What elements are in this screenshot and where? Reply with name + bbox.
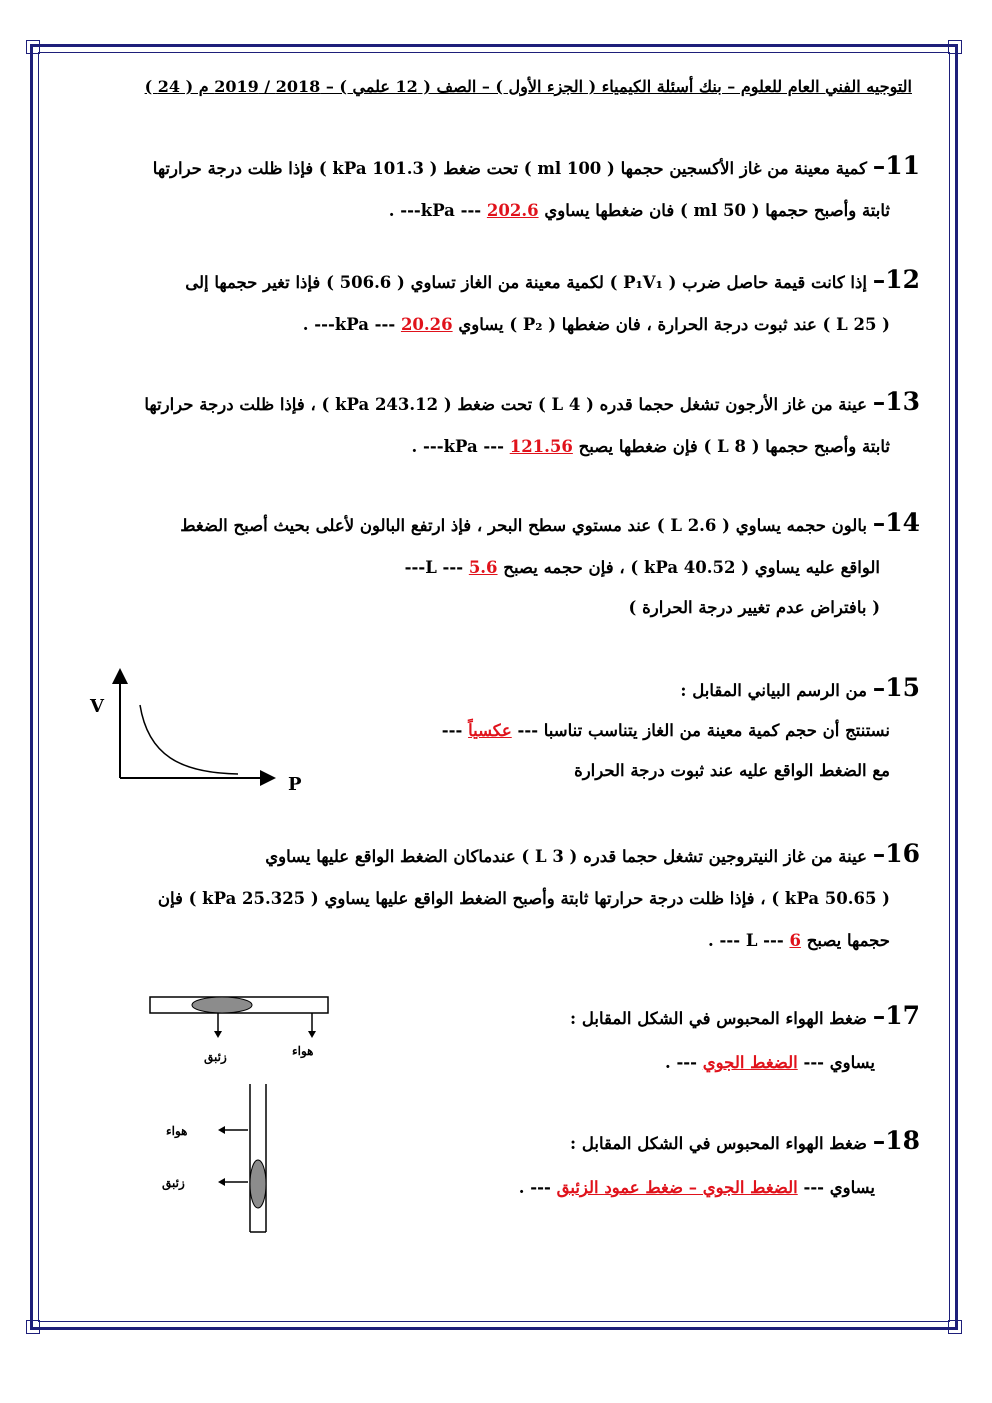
question-number: 11–	[872, 151, 920, 180]
question-number: 16–	[872, 839, 920, 868]
question-text: إذا كانت قيمة حاصل ضرب ( P₁V₁ ) لكمية معينة من الغاز تساوي ( 506.6 ) فإذا تغير حجمها إلى	[185, 273, 867, 292]
question-13	[80, 381, 920, 468]
border-corner	[26, 40, 40, 54]
question-text: عينة من غاز الأرجون تشغل حجما قدره ( 4 L ) تحت ضغط ( 243.12 kPa ) ، فإذا ظلت درجة حرارتها	[144, 395, 867, 414]
answer: الضغط الجوي	[702, 1053, 798, 1072]
answer: 202.6	[486, 201, 539, 220]
question-text: بالون حجمه يساوي ( 2.6 L ) عند مستوي سطح البحر ، فإذ ارتفع البالون لأعلى بحيث أصبح الضغط	[180, 516, 867, 535]
question-number: 15–	[872, 673, 920, 702]
question-text: ---	[404, 558, 426, 577]
question-number: 13–	[872, 387, 920, 416]
hyperbola-curve	[140, 705, 238, 774]
question-text: كمية معينة من غاز الأكسجين حجمها ( 100 ml ) تحت ضغط ( 101.3 kPa ) فإذا ظلت درجة حرارتها	[152, 159, 867, 178]
label-mercury: زئبق	[162, 1176, 185, 1190]
question-text: يساوي ---	[797, 1053, 875, 1072]
question-text: ( 25 L ) عند ثبوت درجة الحرارة ، فان ضغطها ( P₂ ) يساوي kPa ---	[334, 315, 890, 334]
arrow-head	[214, 1031, 222, 1038]
question-14	[80, 502, 920, 627]
question-12	[80, 259, 920, 346]
question-text: --- .	[708, 931, 746, 950]
question-text: ( بافتراض عدم تغيير درجة الحرارة )	[628, 598, 880, 617]
arrow-head	[218, 1178, 225, 1186]
arrow-head	[308, 1031, 316, 1038]
answer: عكسياً	[468, 721, 512, 740]
question-17	[380, 994, 920, 1085]
question-text: عينة من غاز النيتروجين تشغل حجما قدره ( 3 L ) عندماكان الضغط الواقع عليها يساوي	[265, 847, 867, 866]
question-text: ثابتة وأصبح حجمها ( 50 ml ) فان ضغطها يساوي kPa ---	[420, 201, 890, 220]
answer: 6	[789, 931, 801, 950]
question-text: --- .	[518, 1178, 557, 1197]
mercury-plug	[192, 997, 252, 1013]
question-text: من الرسم البياني المقابل :	[680, 681, 867, 700]
graph-p-label: P	[288, 774, 302, 795]
border-corner	[26, 1320, 40, 1334]
question-number: 18–	[872, 1126, 920, 1155]
question-text: ---	[441, 721, 469, 740]
question-11	[80, 145, 920, 232]
mercury-column	[250, 1160, 266, 1208]
label-air: هواء	[166, 1124, 188, 1138]
border-corner	[948, 40, 962, 54]
question-text: ثابتة وأصبح حجمها ( 8 L ) فإن ضغطها يصبح kPa ---	[443, 437, 890, 456]
page-header: التوجيه الفني العام للعلوم – بنك أسئلة الكيمياء ( الجزء الأول ) – الصف ( 12 علمي ) – 2018 / 2019 م ( 24 )	[144, 77, 912, 96]
question-number: 12–	[872, 265, 920, 294]
pv-graph	[80, 660, 320, 800]
question-text: --- .	[302, 315, 335, 334]
label-mercury: زئبق	[204, 1050, 227, 1064]
question-text: --- .	[411, 437, 444, 456]
question-text: الواقع عليه يساوي ( 40.52 kPa ) ، فإن حجمه يصبح L ---	[425, 558, 880, 577]
question-16	[80, 833, 920, 962]
graph-v-label: V	[90, 696, 104, 717]
vertical-tube-diagram	[200, 1080, 290, 1240]
question-text: حجمها يصبح L ---	[745, 931, 890, 950]
question-18	[380, 1119, 920, 1210]
question-text: ضغط الهواء المحبوس في الشكل المقابل :	[570, 1134, 867, 1153]
answer: 20.26	[400, 315, 453, 334]
answer: 121.56	[509, 437, 573, 456]
label-air: هواء	[292, 1044, 314, 1058]
question-text: --- .	[388, 201, 421, 220]
border-corner	[948, 1320, 962, 1334]
arrow-head	[218, 1126, 225, 1134]
question-15	[320, 668, 920, 791]
question-number: 14–	[872, 508, 920, 537]
question-text: --- .	[664, 1053, 703, 1072]
question-number: 17–	[872, 1001, 920, 1030]
question-text: يساوي ---	[797, 1178, 875, 1197]
answer: الضغط الجوي – ضغط عمود الزئبق	[556, 1178, 798, 1197]
answer: 5.6	[468, 558, 498, 577]
question-text: مع الضغط الواقع عليه عند ثبوت درجة الحرارة	[574, 761, 890, 780]
question-text: نستنتج أن حجم كمية معينة من الغاز يتناسب تناسبا ---	[511, 721, 890, 740]
question-text: ( 50.65 kPa ) ، فإذا ظلت درجة حرارتها ثابتة وأصبح الضغط الواقع عليها يساوي ( 25.325 kPa ) فإن	[157, 889, 890, 908]
question-text: ضغط الهواء المحبوس في الشكل المقابل :	[570, 1009, 867, 1028]
horizontal-tube-diagram	[140, 985, 340, 1045]
